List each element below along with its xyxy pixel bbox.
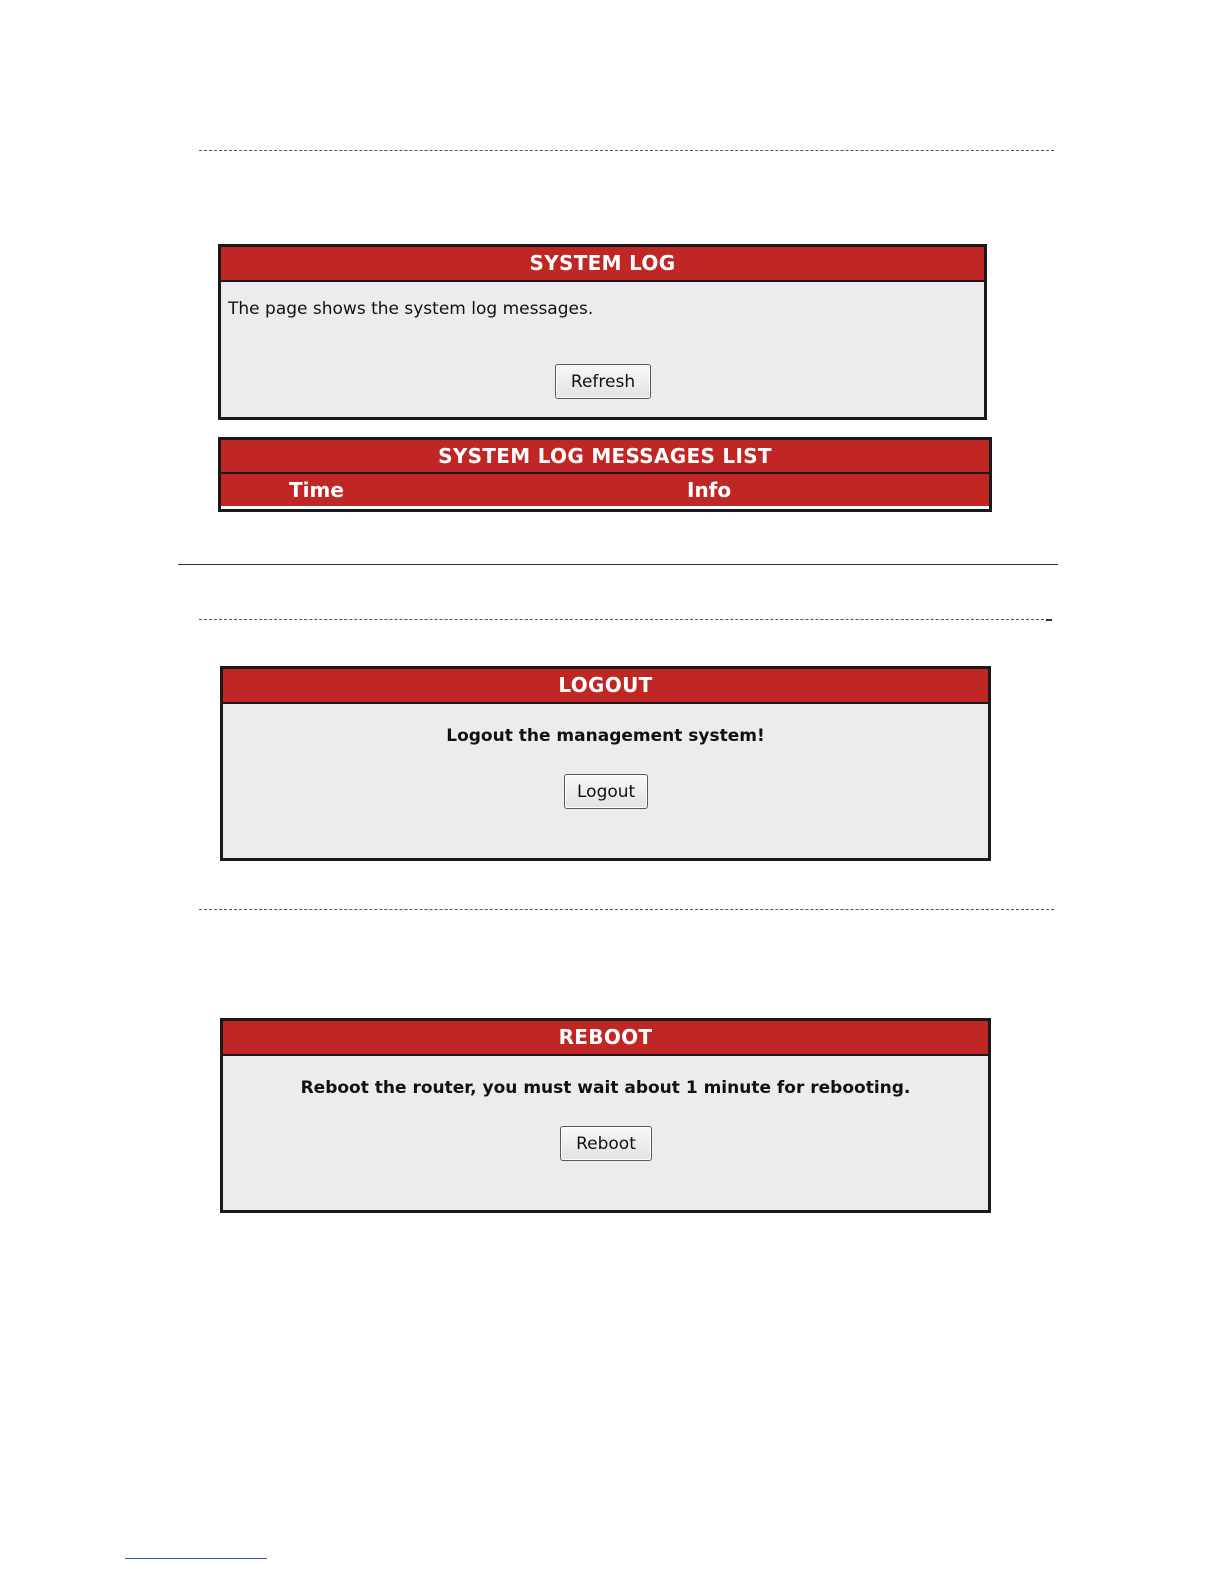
messages-list-column-headers bbox=[221, 474, 989, 509]
reboot-button[interactable]: Reboot bbox=[560, 1126, 652, 1161]
reboot-message: Reboot the router, you must wait about 1 minute for rebooting. bbox=[300, 1078, 911, 1098]
system-log-messages-list bbox=[218, 437, 992, 512]
dashed-divider bbox=[199, 619, 1044, 620]
logout-button[interactable]: Logout bbox=[564, 774, 648, 809]
messages-list-title: SYSTEM LOG MESSAGES LIST bbox=[221, 440, 989, 474]
system-log-description: The page shows the system log messages. bbox=[228, 299, 594, 319]
divider-tick-mark bbox=[1046, 619, 1052, 621]
logout-panel bbox=[220, 666, 991, 861]
reboot-panel bbox=[220, 1018, 991, 1213]
logout-message: Logout the management system! bbox=[446, 726, 765, 746]
column-header-time: Time bbox=[289, 478, 344, 502]
footnote-separator bbox=[125, 1558, 267, 1559]
system-log-panel bbox=[218, 244, 987, 420]
system-log-header: SYSTEM LOG bbox=[221, 247, 984, 282]
section-divider bbox=[178, 564, 1058, 565]
column-header-info: Info bbox=[687, 478, 732, 502]
logout-header: LOGOUT bbox=[223, 669, 988, 704]
refresh-button[interactable]: Refresh bbox=[555, 364, 651, 399]
reboot-header: REBOOT bbox=[223, 1021, 988, 1056]
dashed-divider bbox=[199, 909, 1054, 910]
dashed-divider bbox=[199, 150, 1054, 151]
